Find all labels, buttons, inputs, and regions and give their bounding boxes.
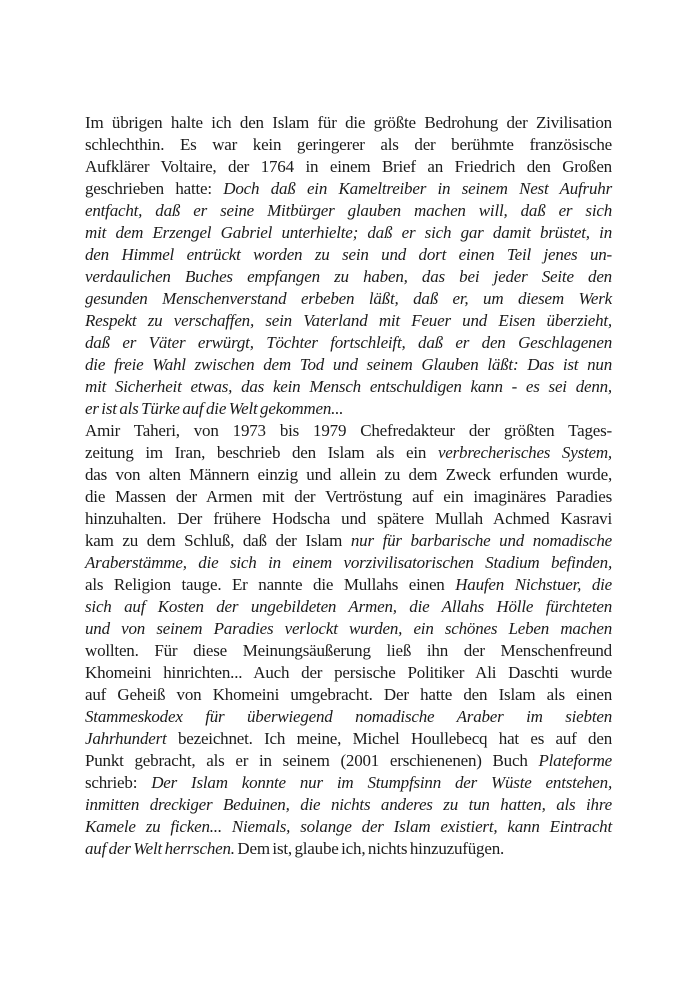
italic-text-segment: verdaulichen Buches empfangen zu haben, das bei jeder Seite den [85, 267, 612, 286]
text-line [85, 794, 612, 816]
text-line [85, 244, 612, 266]
text-line [85, 354, 612, 376]
text-segment: als Religion tauge. Er nannte die Mullahs einen [85, 575, 456, 594]
text-line [85, 398, 612, 420]
text-line [85, 640, 612, 662]
italic-text-segment: Der Islam konnte nur im Stumpfsinn der Wüste entstehen, [151, 773, 612, 792]
text-line [85, 816, 612, 838]
italic-text-segment: verbrecherisches System, [437, 443, 612, 462]
text-line [85, 420, 612, 442]
italic-text-segment: Kamele zu ficken... Niemals, solange der Islam existiert, kann Eintracht [85, 817, 612, 836]
text-segment: kam zu dem Schluß, daß der Islam [85, 531, 351, 550]
italic-text-segment: gesunden Menschenverstand erbeben läßt, daß er, um diesem Werk [85, 289, 612, 308]
italic-text-segment: und von seinem Paradies verlockt wurden, ein schönes Leben machen [85, 619, 612, 638]
text-line [85, 838, 612, 860]
italic-text-segment: Jahrhundert [85, 729, 167, 748]
text-line [85, 112, 612, 134]
text-line [85, 288, 612, 310]
text-line [85, 310, 612, 332]
text-line [85, 552, 612, 574]
text-line [85, 376, 612, 398]
italic-text-segment: Respekt zu verschaffen, sein Vaterland mit Feuer und Eisen überzieht, [85, 311, 612, 330]
text-segment: hinzuhalten. Der frühere Hodscha und spätere Mullah Achmed Kasravi [85, 509, 612, 528]
text-segment: das von alten Männern einzig und allein zu dem Zweck erfunden wurde, [85, 465, 612, 484]
text-line [85, 508, 612, 530]
text-line [85, 134, 612, 156]
italic-text-segment: mit dem Erzengel Gabriel unterhielte; daß er sich gar damit brüstet, in [85, 223, 612, 242]
text-line [85, 772, 612, 794]
italic-text-segment: entfacht, daß er seine Mitbürger glauben machen will, daß er sich [85, 201, 612, 220]
italic-text-segment: er ist als Türke auf die Welt gekommen... [85, 399, 344, 418]
text-line [85, 266, 612, 288]
text-segment: zeitung im Iran, beschrieb den Islam als ein [85, 443, 438, 462]
italic-text-segment: Doch daß ein Kameltreiber in seinem Nest Aufruhr [223, 179, 612, 198]
text-segment: Punkt gebracht, als er in seinem (2001 erschienenen) Buch [85, 751, 539, 770]
italic-text-segment: Stammeskodex für überwiegend nomadische Araber im siebten [85, 707, 612, 726]
text-line [85, 684, 612, 706]
italic-text-segment: inmitten dreckiger Beduinen, die nichts anderes zu tun hatten, als ihre [85, 795, 612, 814]
italic-text-segment: auf der Welt herrschen. [85, 839, 235, 858]
text-segment: schlechthin. Es war kein geringerer als der berühmte französische [85, 135, 612, 154]
italic-text-segment: mit Sicherheit etwas, das kein Mensch entschuldigen kann - es sei denn, [85, 377, 612, 396]
text-segment: schrieb: [85, 773, 152, 792]
italic-text-segment: sich auf Kosten der ungebildeten Armen, die Allahs Hölle fürchteten [85, 597, 612, 616]
italic-text-segment: Plateforme [538, 751, 612, 770]
italic-text-segment: Araberstämme, die sich in einem vorzivilisatorischen Stadium befinden, [85, 553, 612, 572]
text-line [85, 156, 612, 178]
text-segment: wollten. Für diese Meinungsäußerung ließ ihn der Menschenfreund [85, 641, 612, 660]
text-segment: Khomeini hinrichten... Auch der persische Politiker Ali Daschti wurde [85, 663, 612, 682]
italic-text-segment: die freie Wahl zwischen dem Tod und seinem Glauben läßt: Das ist nun [85, 355, 612, 374]
text-segment: Amir Taheri, von 1973 bis 1979 Chefredakteur der größten Tages- [85, 421, 612, 440]
text-segment: auf Geheiß von Khomeini umgebracht. Der hatte den Islam als einen [85, 685, 612, 704]
italic-text-segment: nur für barbarische und nomadische [350, 531, 612, 550]
text-line [85, 574, 612, 596]
text-line [85, 530, 612, 552]
text-block [85, 112, 612, 860]
text-line [85, 706, 612, 728]
italic-text-segment: daß er Väter erwürgt, Töchter fortschleift, daß er den Geschlagenen [85, 333, 612, 352]
italic-text-segment: den Himmel entrückt worden zu sein und dort einen Teil jenes un- [85, 245, 612, 264]
text-line [85, 222, 612, 244]
text-line [85, 750, 612, 772]
text-segment: Aufklärer Voltaire, der 1764 in einem Brief an Friedrich den Großen [85, 157, 612, 176]
text-segment: Im übrigen halte ich den Islam für die größte Bedrohung der Zivilisation [85, 113, 612, 132]
text-line [85, 728, 612, 750]
text-line [85, 464, 612, 486]
text-line [85, 442, 612, 464]
text-segment: die Massen der Armen mit der Vertröstung auf ein imaginäres Paradies [85, 487, 612, 506]
italic-text-segment: Haufen Nichstuer, die [455, 575, 612, 594]
text-line [85, 332, 612, 354]
text-line [85, 486, 612, 508]
text-line [85, 200, 612, 222]
text-segment: geschrieben hatte: [85, 179, 224, 198]
text-segment: bezeichnet. Ich meine, Michel Houllebecq hat es auf den [166, 729, 612, 748]
text-line [85, 662, 612, 684]
text-segment: Dem ist, glaube ich, nichts hinzuzufügen. [234, 839, 505, 858]
text-line [85, 178, 612, 200]
text-line [85, 596, 612, 618]
text-line [85, 618, 612, 640]
